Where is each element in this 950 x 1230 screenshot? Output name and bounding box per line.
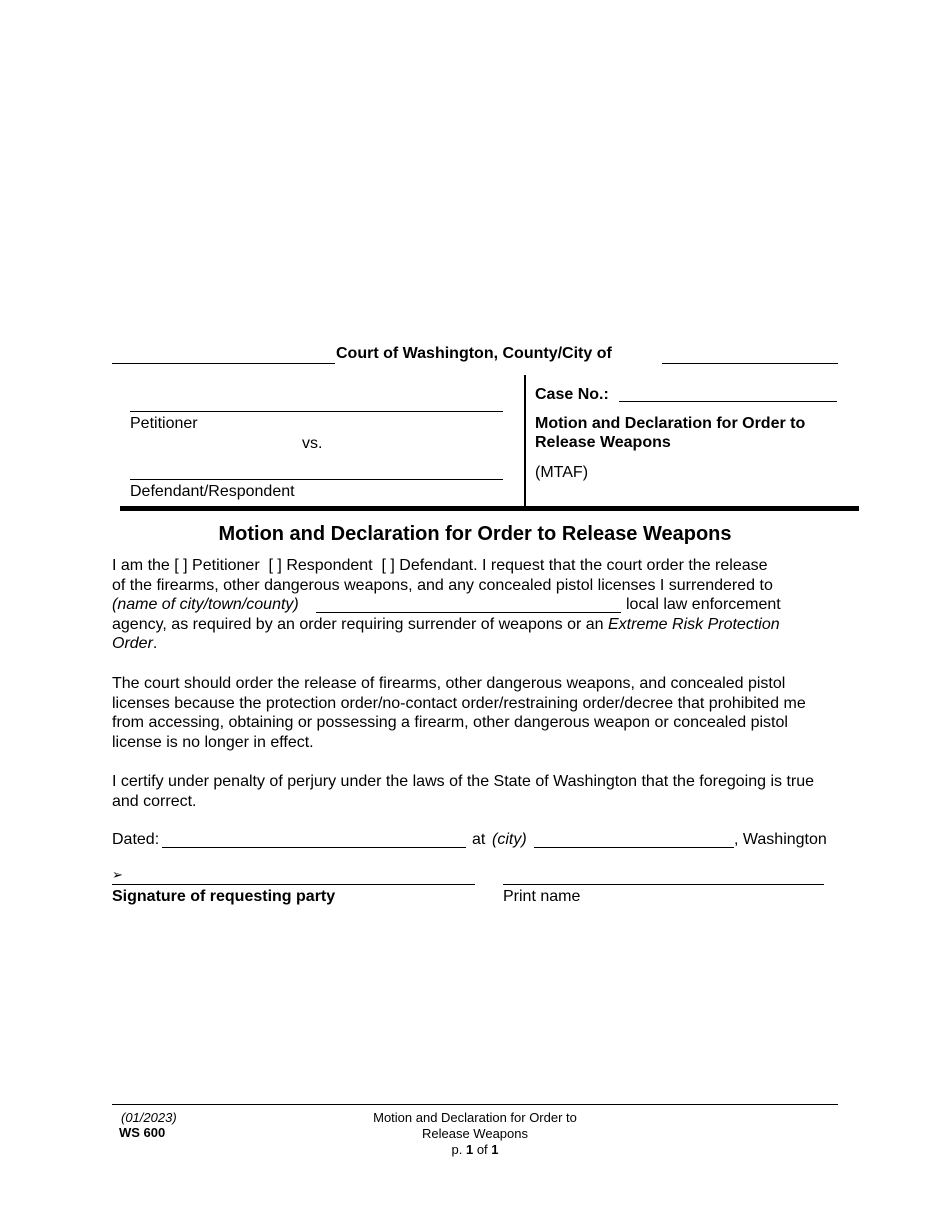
signature-line[interactable]	[112, 884, 475, 885]
para1-line4	[112, 615, 780, 634]
para1-line5	[112, 634, 157, 653]
county-blank-line[interactable]	[112, 363, 335, 364]
caption-doc-code: (MTAF)	[535, 464, 589, 481]
footer-rule	[112, 1104, 838, 1105]
washington-label: , Washington	[734, 831, 827, 848]
erpo-text-b: Order	[112, 635, 153, 652]
main-title: Motion and Declaration for Order to Release Weapons	[218, 523, 732, 545]
dated-label: Dated:	[112, 831, 160, 848]
case-no-line[interactable]	[619, 401, 837, 402]
city-line[interactable]	[534, 847, 734, 848]
caption-divider	[524, 375, 526, 506]
erpo-text-a: Extreme Risk Protection	[608, 616, 780, 633]
vs-label: vs.	[302, 435, 323, 452]
party-prefix: I am the	[112, 557, 170, 574]
para1-line2: of the firearms, other dangerous weapons, and any concealed pistol licenses I surrendered to	[112, 577, 773, 594]
page-prefix: p.	[451, 1142, 463, 1157]
request-text: I request that the court order the release	[482, 557, 768, 574]
case-no-label: Case No.:	[535, 386, 609, 403]
defendant-line[interactable]	[130, 479, 503, 480]
petitioner-line[interactable]	[130, 411, 503, 412]
dated-row	[112, 830, 840, 852]
place-hint: (name of city/town/county)	[112, 596, 299, 613]
footer-title-line2: Release Weapons	[422, 1126, 528, 1141]
defendant-label: Defendant/Respondent	[130, 483, 295, 500]
court-label: Court of Washington, County/City of	[336, 345, 612, 362]
court-header	[112, 344, 838, 364]
city-blank-line[interactable]	[662, 363, 838, 364]
para2: The court should order the release of firearms, other dangerous weapons, and concealed pistol licenses because the protection order/no-contact order/restraining order/decree that prohibited me from accessing, obtaining or possessing a firearm, other dangerous weapon or concealed pistol license is no longer in effect.	[112, 675, 806, 751]
page-of: of	[476, 1142, 488, 1157]
para1-line1	[112, 556, 768, 575]
agency-text: agency, as required by an order requiring surrender of weapons or an	[112, 616, 604, 633]
petitioner-label: Petitioner	[130, 415, 198, 432]
agency-place-line[interactable]	[316, 612, 621, 613]
city-hint: (city)	[492, 831, 527, 848]
caption-bottom-rule	[120, 506, 859, 511]
signature-label: Signature of requesting party	[112, 888, 336, 905]
footer-date: (01/2023)	[121, 1110, 177, 1125]
at-label: at	[472, 831, 486, 848]
page-total: 1	[491, 1142, 499, 1157]
print-name-line[interactable]	[503, 884, 824, 885]
footer-page	[325, 1142, 625, 1157]
checkbox-respondent[interactable]: [ ] Respondent	[268, 557, 373, 574]
dated-line[interactable]	[162, 847, 466, 848]
print-name-label: Print name	[503, 888, 581, 905]
para3: I certify under penalty of perjury under the laws of the State of Washington that the foregoing is true and correct.	[112, 773, 815, 810]
local-law-text: local law enforcement	[626, 596, 781, 613]
checkbox-defendant[interactable]: [ ] Defendant.	[381, 557, 478, 574]
footer-form-no: WS 600	[119, 1125, 166, 1140]
erpo-period: .	[152, 635, 158, 652]
caption-doc-title: Motion and Declaration for Order to Release Weapons	[535, 415, 806, 451]
page-num: 1	[465, 1142, 474, 1157]
para1-line3	[112, 595, 840, 615]
checkbox-petitioner[interactable]: [ ] Petitioner	[174, 557, 260, 574]
footer-title-line1: Motion and Declaration for Order to	[373, 1110, 577, 1125]
signature-arrow-icon: ➢	[112, 867, 123, 882]
